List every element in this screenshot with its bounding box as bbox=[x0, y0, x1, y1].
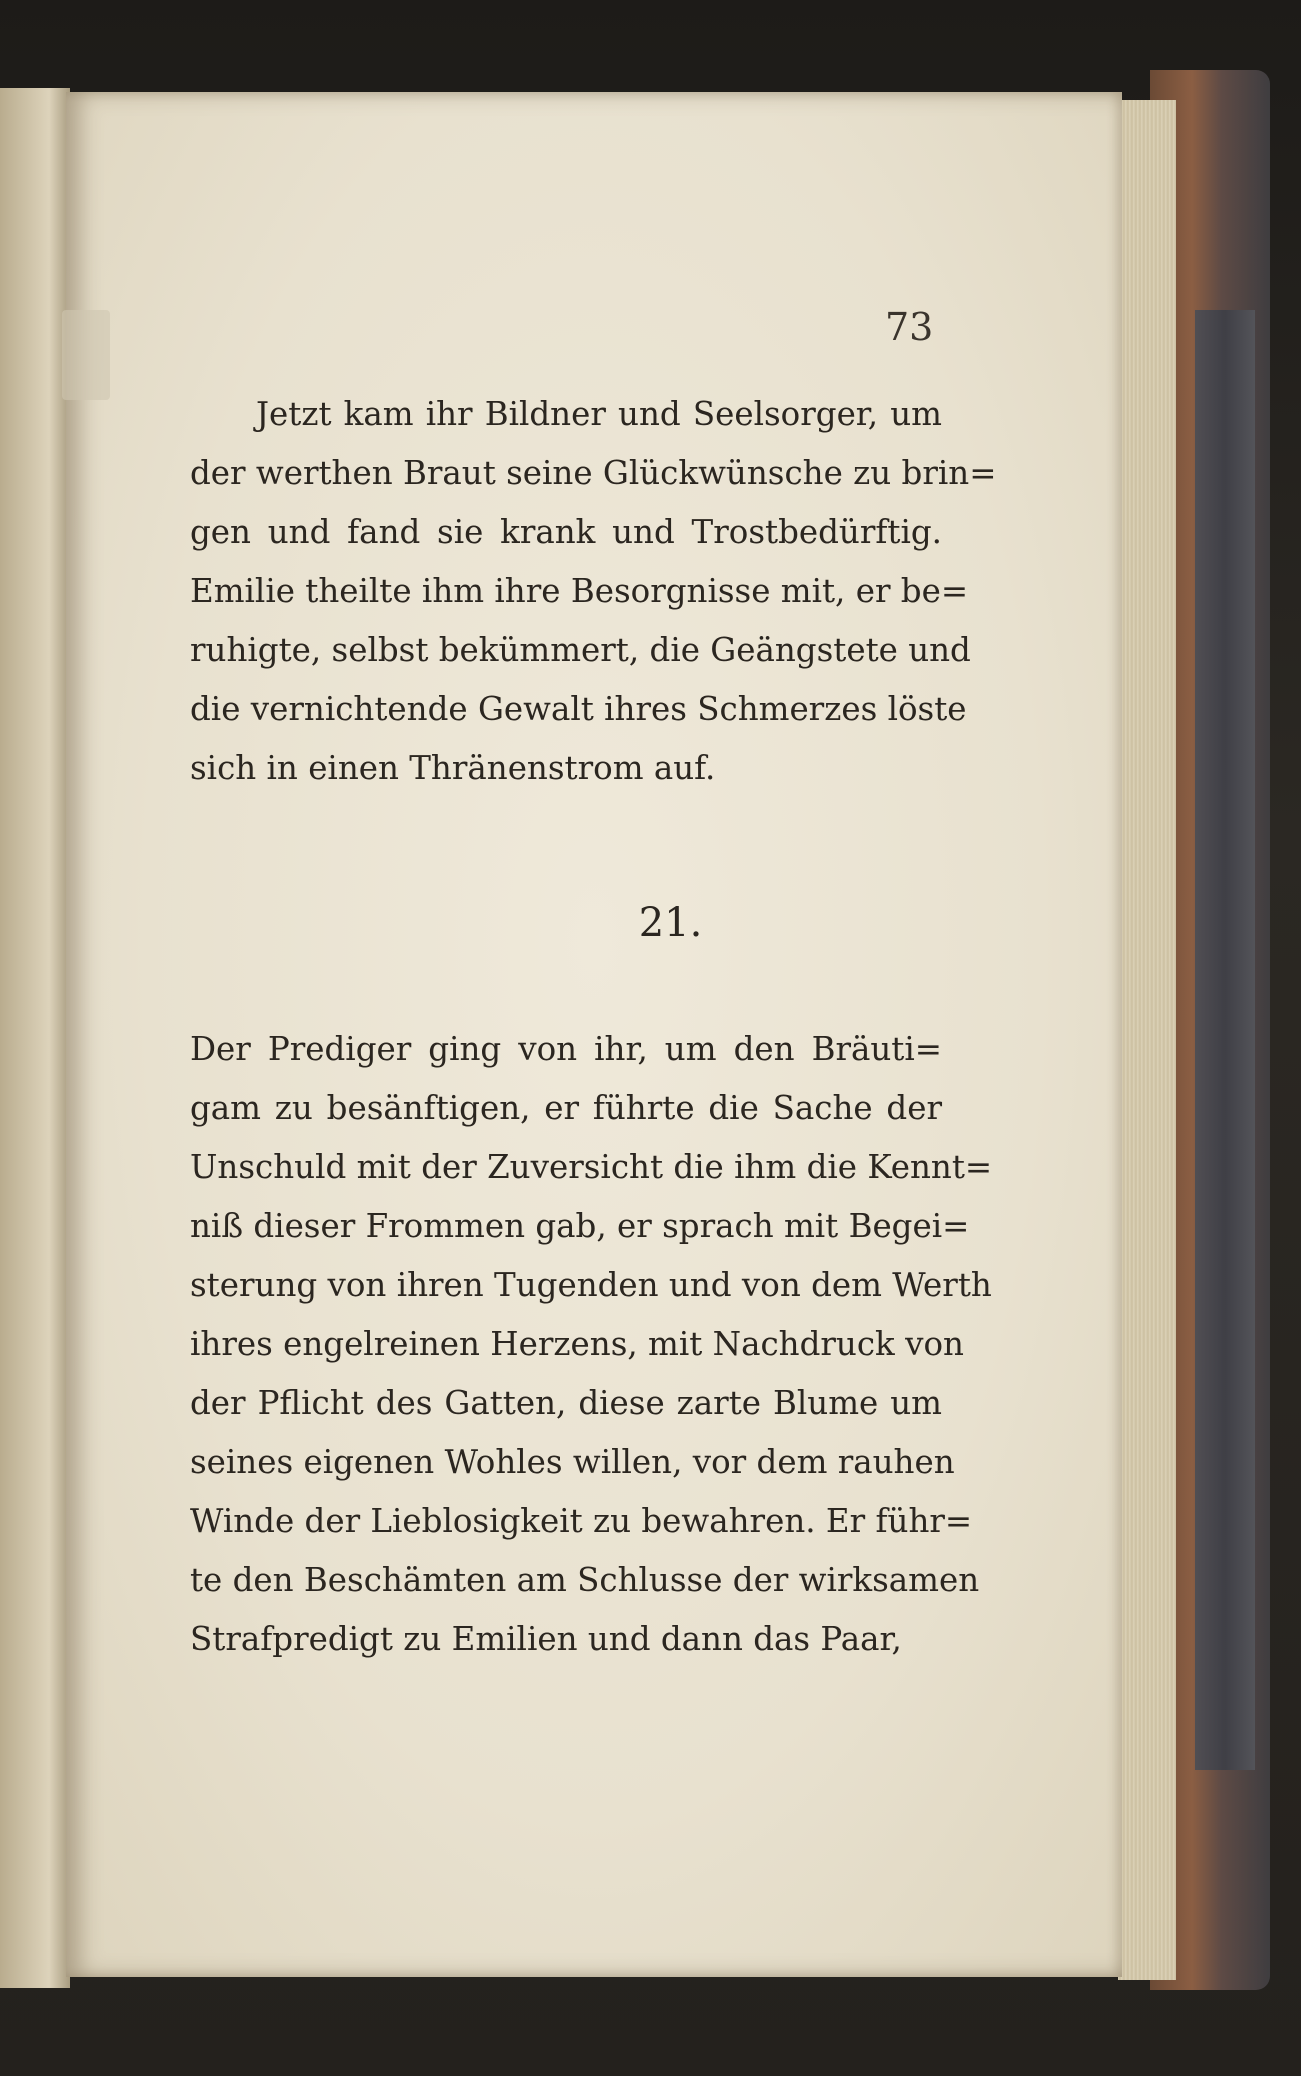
page-edges bbox=[1118, 100, 1176, 1980]
text-line: Winde der Lieblosigkeit zu bewahren. Er führ= bbox=[190, 1502, 973, 1540]
text-line: gen und fand sie krank und Trostbedürftig. bbox=[190, 513, 942, 551]
text-line: der werthen Braut seine Glückwünsche zu brin= bbox=[190, 454, 997, 492]
text-line: Jetzt kam ihr Bildner und Seelsorger, um bbox=[256, 395, 942, 433]
text-line: der Pflicht des Gatten, diese zarte Blume um bbox=[190, 1384, 942, 1422]
text-line: die vernichtende Gewalt ihres Schmerzes löste bbox=[190, 690, 967, 728]
text-line: Unschuld mit der Zuversicht die ihm die Kennt= bbox=[190, 1148, 993, 1186]
page-number: 73 bbox=[885, 305, 934, 349]
text-line: gam zu besänftigen, er führte die Sache der bbox=[190, 1089, 942, 1127]
page-stain bbox=[62, 310, 110, 400]
paragraph-2 bbox=[190, 1020, 993, 1669]
text-line: ruhigte, selbst bekümmert, die Geängstete und bbox=[190, 631, 971, 669]
chapter-heading: 21. bbox=[638, 900, 703, 946]
text-line: sich in einen Thränenstrom auf. bbox=[190, 749, 716, 787]
text-line: te den Beschämten am Schlusse der wirksamen bbox=[190, 1561, 980, 1599]
text-line: niß dieser Frommen gab, er sprach mit Begei= bbox=[190, 1207, 970, 1245]
text-line: Der Prediger ging von ihr, um den Bräuti= bbox=[190, 1030, 942, 1068]
paragraph-1 bbox=[190, 385, 997, 798]
left-page-edge bbox=[0, 88, 70, 1988]
text-line: ihres engelreinen Herzens, mit Nachdruck von bbox=[190, 1325, 964, 1363]
text-line: sterung von ihren Tugenden und von dem Werth bbox=[190, 1266, 992, 1304]
text-line: Emilie theilte ihm ihre Besorgnisse mit, er be= bbox=[190, 572, 969, 610]
text-line: Strafpredigt zu Emilien und dann das Paar, bbox=[190, 1620, 902, 1658]
book-cover-spine-strip bbox=[1195, 310, 1255, 1770]
text-line: seines eigenen Wohles willen, vor dem rauhen bbox=[190, 1443, 955, 1481]
